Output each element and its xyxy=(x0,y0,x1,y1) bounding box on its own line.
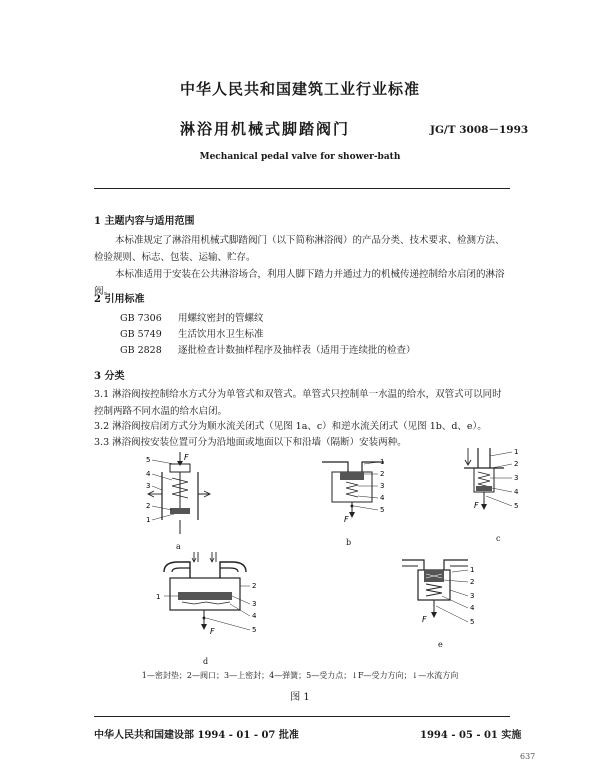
reference-code: GB 7306 xyxy=(120,313,162,324)
document-title: 淋浴用机械式脚踏阀门 xyxy=(180,120,351,138)
figure-label-d: d xyxy=(203,657,209,666)
force-label: F xyxy=(344,515,349,524)
part-number: 5 xyxy=(252,626,257,634)
figure-1c-diagram xyxy=(460,446,530,522)
part-number: 2 xyxy=(252,582,257,590)
reference-code: GB 5749 xyxy=(120,329,162,340)
section-2-title: 2 引用标准 xyxy=(94,294,145,305)
force-label: F xyxy=(210,627,215,636)
part-number: 3 xyxy=(146,482,151,490)
force-label: F xyxy=(474,501,479,510)
figure-1a-diagram xyxy=(140,450,220,550)
figure-name: 图 1 xyxy=(290,692,310,703)
figure-1d-diagram xyxy=(150,548,260,648)
reference-code: GB 2828 xyxy=(120,345,162,356)
part-number: 2 xyxy=(380,470,385,478)
part-number: 4 xyxy=(252,612,257,620)
figure-label-a: a xyxy=(176,542,181,551)
header-rule xyxy=(94,188,510,189)
part-number: 3 xyxy=(380,482,385,490)
footer-rule xyxy=(94,716,510,717)
section-1-paragraph-1: 本标准规定了淋浴用机械式脚踏阀门（以下简称淋浴阀）的产品分类、技术要求、检测方法、检验规则、标志、包装、运输、贮存。 xyxy=(94,235,505,263)
part-number: 2 xyxy=(514,460,519,468)
part-number: 2 xyxy=(470,578,475,586)
effective-date: 1994 - 05 - 01 实施 xyxy=(420,730,522,741)
part-number: 3 xyxy=(470,592,475,600)
clause-3-3: 3.3 淋浴阀按安装位置可分为沿地面或地面以下和沿墙（隔断）安装两种。 xyxy=(94,437,407,448)
reference-item xyxy=(120,342,416,356)
part-number: 3 xyxy=(514,474,519,482)
english-title: Mechanical pedal valve for shower-bath xyxy=(199,152,401,162)
part-number: 1 xyxy=(380,458,385,466)
page-number: 637 xyxy=(520,752,536,761)
figure-label-b: b xyxy=(346,538,352,547)
part-number: 1 xyxy=(146,516,151,524)
force-label: F xyxy=(422,615,427,624)
section-3-title: 3 分类 xyxy=(94,371,125,382)
figure-label-c: c xyxy=(496,534,501,543)
part-number: 4 xyxy=(380,494,385,502)
figure-1e-diagram xyxy=(396,556,486,636)
reference-name: 生活饮用水卫生标准 xyxy=(178,329,264,340)
figure-caption: 1—密封垫；2—阀口；3—上密封；4—弹簧；5—受力点；↓F—受力方向；↓—水流方向 xyxy=(141,671,459,680)
part-number: 4 xyxy=(470,604,475,612)
part-number: 5 xyxy=(470,618,475,626)
section-1-title: 1 主题内容与适用范围 xyxy=(94,216,195,227)
part-number: 5 xyxy=(514,502,519,510)
part-number: 4 xyxy=(146,470,151,478)
section-1-paragraph-2: 本标准适用于安装在公共淋浴场合，利用人脚下踏力并通过力的机械传递控制给水启闭的淋浴阀。 xyxy=(94,269,505,297)
part-number: 2 xyxy=(146,502,151,510)
force-label: F xyxy=(184,453,189,462)
part-number: 1 xyxy=(156,593,161,601)
part-number: 5 xyxy=(146,456,151,464)
reference-item xyxy=(120,326,264,340)
part-number: 4 xyxy=(514,488,519,496)
reference-name: 逐批检查计数抽样程序及抽样表（适用于连续批的检查） xyxy=(178,345,416,356)
standard-code: JG/T 3008－1993 xyxy=(430,124,529,136)
clause-3-1: 3.1 淋浴阀按控制给水方式分为单管式和双管式。单管式只控制单一水温的给水，双管式可以同时控制两路不同水温的给水启闭。 xyxy=(94,389,502,417)
reference-item xyxy=(120,310,264,324)
part-number: 5 xyxy=(380,506,385,514)
clause-3-2: 3.2 淋浴阀按启闭方式分为顺水流关闭式（见图 1a、c）和逆水流关闭式（见图 1b、d、e）。 xyxy=(94,421,487,432)
standard-organization: 中华人民共和国建筑工业行业标准 xyxy=(179,80,420,98)
part-number: 1 xyxy=(514,448,519,456)
part-number: 3 xyxy=(252,600,257,608)
approval-note: 中华人民共和国建设部 1994 - 01 - 07 批准 xyxy=(94,730,299,741)
figure-label-e: e xyxy=(438,640,443,649)
figure-1b-diagram xyxy=(318,450,388,530)
reference-name: 用螺纹密封的管螺纹 xyxy=(178,313,264,324)
part-number: 1 xyxy=(470,566,475,574)
